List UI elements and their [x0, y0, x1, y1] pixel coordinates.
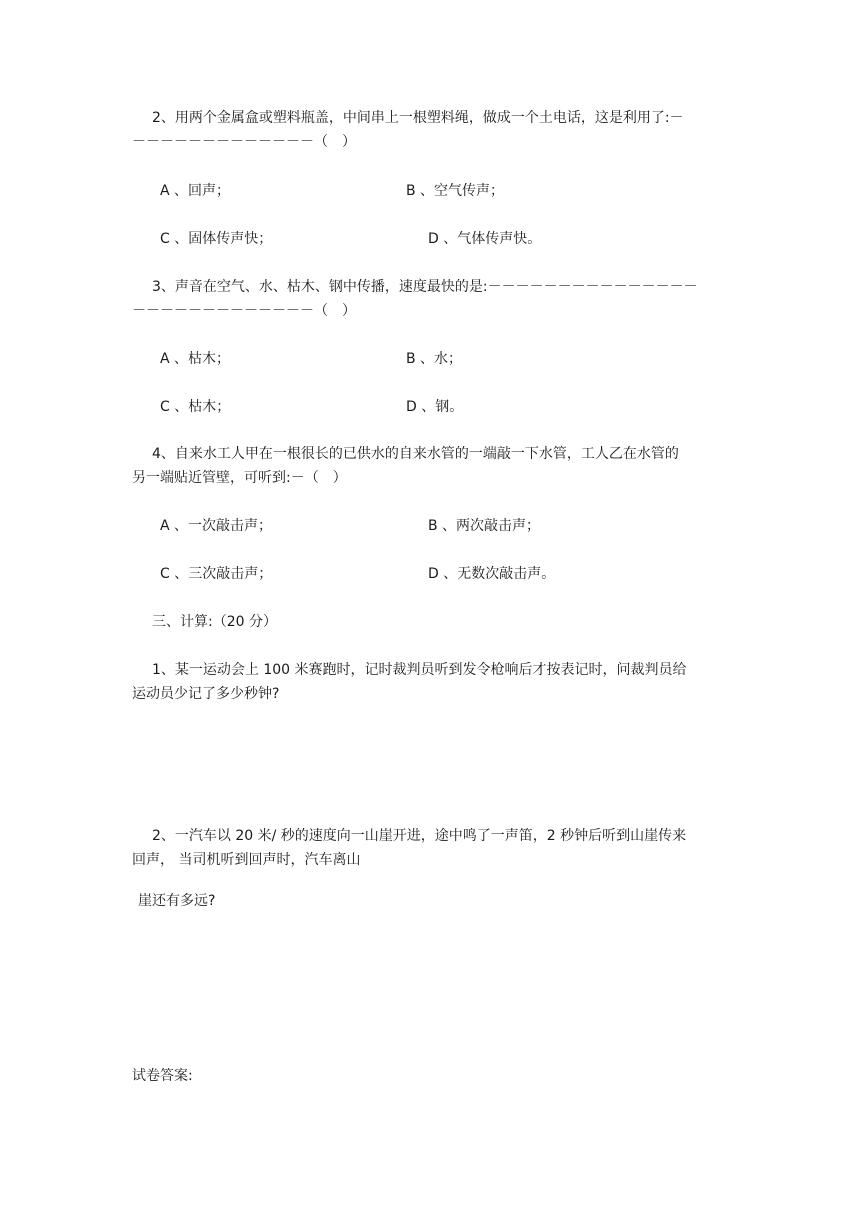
- question-4-line-1: 4、自来水工人甲在一根很长的已供水的自来水管的一端敲一下水管，工人乙在水管的: [152, 446, 679, 462]
- question-2-line-1: 2、用两个金属盒或塑料瓶盖，中间串上一根塑料绳，做成一个土电话，这是利用了:－: [152, 110, 684, 126]
- question-4-line-2: 另一端贴近管壁，可听到:－（ ）: [132, 470, 347, 486]
- question-3-line-1: 3、声音在空气、水、枯木、钢中传播，速度最快的是:－－－－－－－－－－－－－－－: [152, 279, 698, 295]
- question-3-line-2: －－－－－－－－－－－－－（ ）: [132, 303, 356, 319]
- answer-heading: 试卷答案:: [132, 1068, 193, 1084]
- question-2-option-a: A 、回声；: [160, 183, 231, 199]
- question-4-option-c: C 、三次敲击声；: [160, 566, 273, 582]
- question-4-option-d: D 、无数次敲击声。: [428, 566, 556, 582]
- calc-question-2-line-2: 回声， 当司机听到回声时，汽车离山: [132, 852, 361, 868]
- question-3-option-c: C 、枯木；: [160, 399, 231, 415]
- calc-question-1-line-2: 运动员少记了多少秒钟?: [132, 686, 280, 702]
- question-2-option-b: B 、空气传声；: [406, 183, 505, 199]
- question-2-line-2: －－－－－－－－－－－－－（ ）: [132, 134, 356, 150]
- question-4-option-b: B 、两次敲击声；: [428, 518, 541, 534]
- question-3-option-a: A 、枯木；: [160, 351, 231, 367]
- question-4-option-a: A 、一次敲击声；: [160, 518, 273, 534]
- calc-question-2-line-3: 崖还有多远?: [138, 893, 216, 909]
- question-3-option-b: B 、水；: [406, 351, 463, 367]
- calc-question-1-line-1: 1、某一运动会上 100 米赛跑时，记时裁判员听到发令枪响后才按表记时，问裁判员给: [152, 662, 687, 678]
- question-3-option-d: D 、钢。: [406, 399, 464, 415]
- question-2-option-c: C 、固体传声快；: [160, 231, 273, 247]
- question-2-option-d: D 、气体传声快。: [428, 231, 542, 247]
- calc-question-2-line-1: 2、一汽车以 20 米/ 秒的速度向一山崖开进，途中鸣了一声笛，2 秒钟后听到山崖传来: [152, 828, 687, 844]
- section-3-title: 三、计算:（20 分）: [152, 614, 277, 630]
